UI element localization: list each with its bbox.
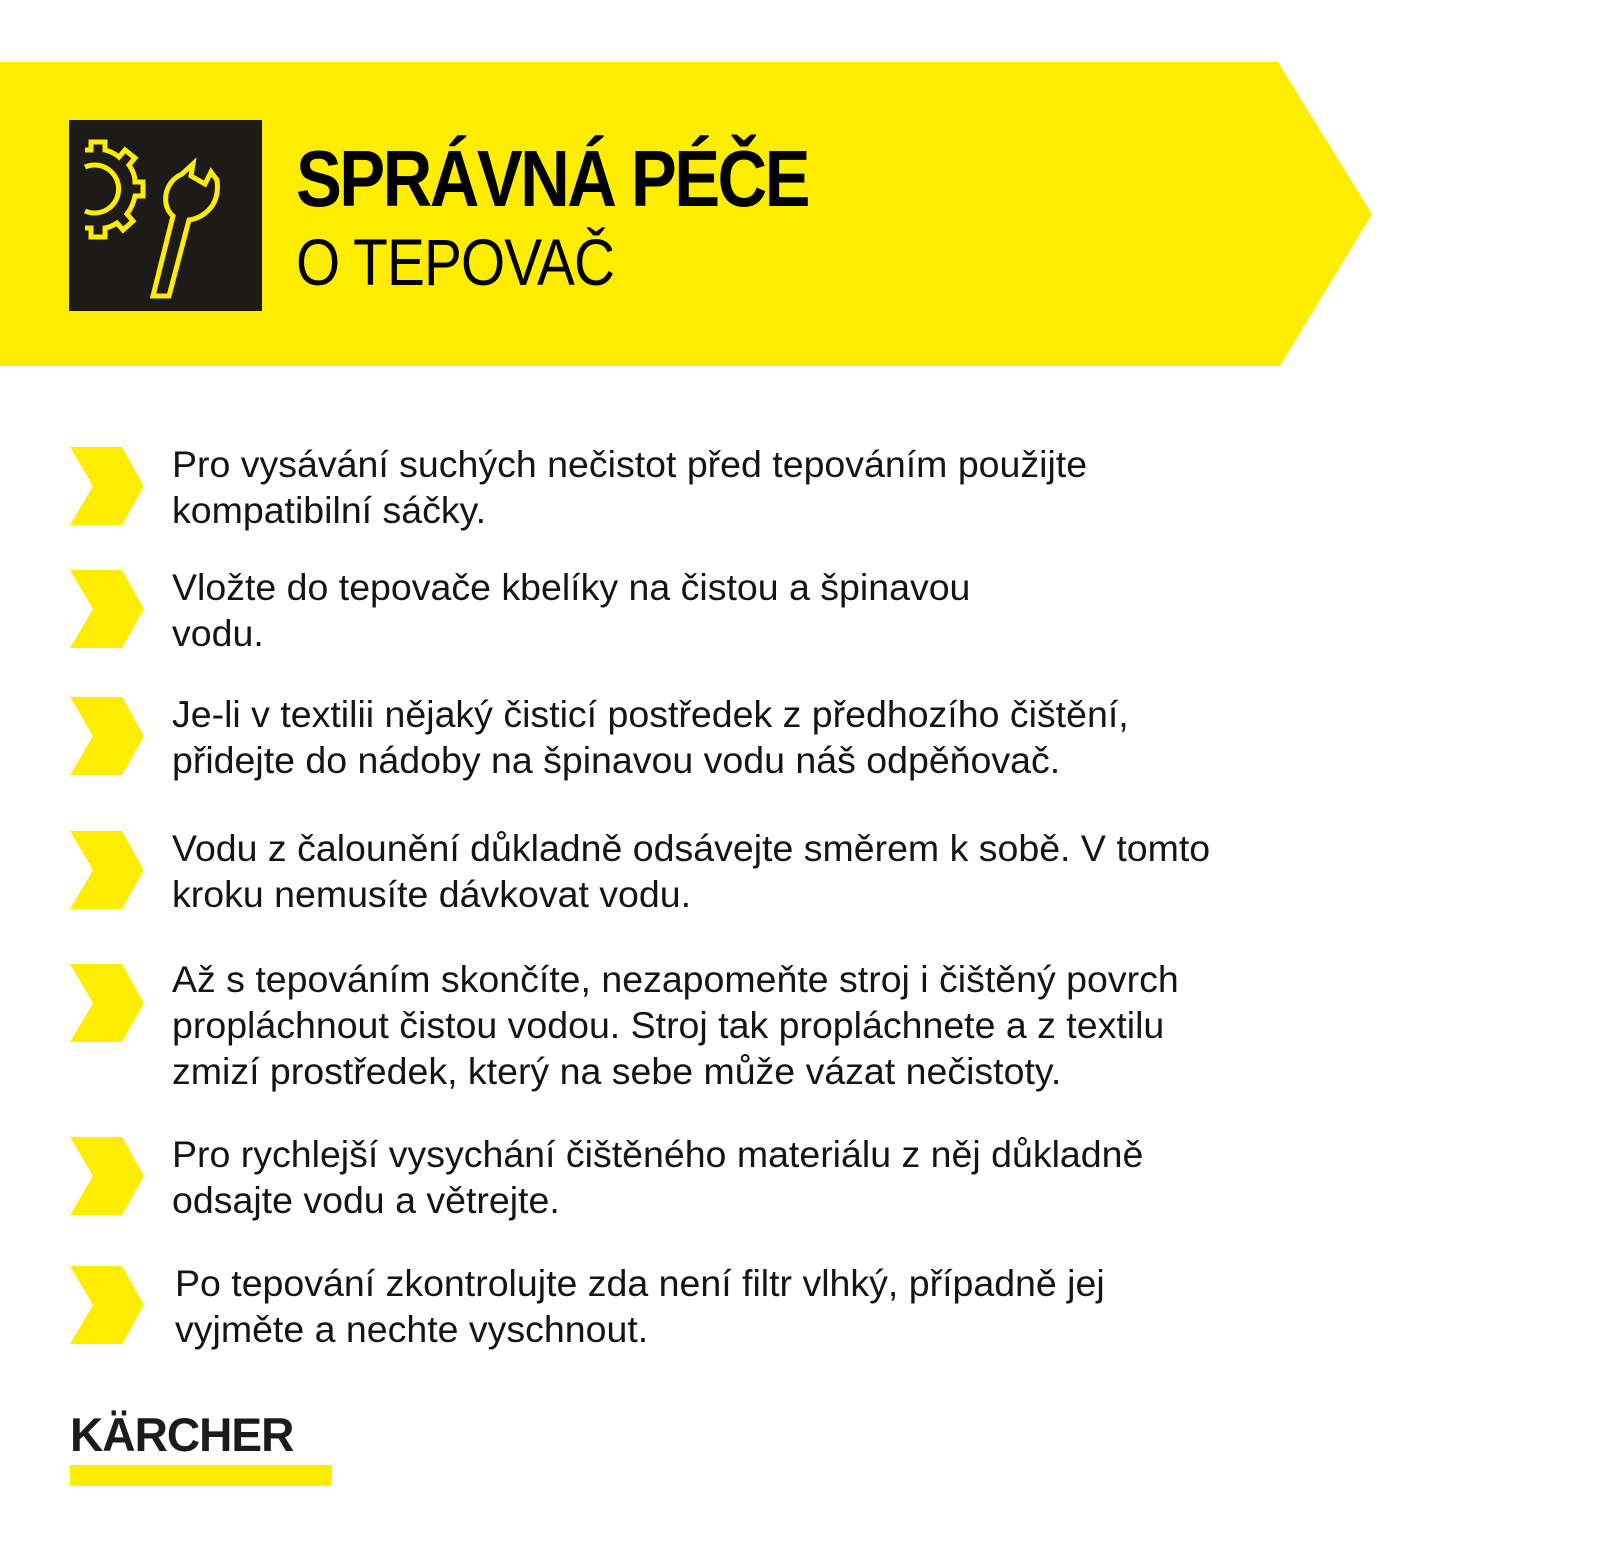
page-subtitle: O TEPOVAČ <box>296 225 615 299</box>
tip-line: zmizí prostředek, který na sebe může vázat nečistoty. <box>172 1050 1062 1092</box>
tip-text <box>172 691 1129 783</box>
tip-line: Po tepování zkontrolujte zda není filtr vlhký, případně jej <box>175 1262 1105 1304</box>
chevron-right-icon <box>70 964 144 1042</box>
tip-text <box>175 1260 1105 1352</box>
tip-line: kompatibilní sáčky. <box>172 489 487 531</box>
chevron-right-icon <box>70 697 144 775</box>
chevron-right-icon <box>70 447 144 525</box>
tip-line: odsajte vodu a větrejte. <box>172 1179 560 1221</box>
chevron-right-icon <box>70 1266 144 1344</box>
tip-line: Pro vysávání suchých nečistot před tepováním použijte <box>172 443 1088 485</box>
tip-line: Pro rychlejší vysychání čištěného materiálu z něj důkladně <box>172 1133 1144 1175</box>
tip-line: přidejte do nádoby na špinavou vodu náš odpěňovač. <box>172 739 1061 781</box>
tip-line: vyjměte a nechte vyschnout. <box>175 1308 649 1350</box>
page-title: SPRÁVNÁ PÉČE <box>296 134 808 223</box>
chevron-right-icon <box>70 1137 144 1215</box>
karcher-logo <box>70 1408 334 1461</box>
logo-underline-bar <box>70 1465 332 1486</box>
chevron-right-icon <box>70 570 144 648</box>
tip-line: Vodu z čalounění důkladně odsávejte směrem k sobě. V tomto <box>172 827 1211 869</box>
tip-text <box>172 956 1179 1094</box>
tip-line: kroku nemusíte dávkovat vodu. <box>172 873 692 915</box>
gear-and-wrench-icon <box>69 120 262 311</box>
tip-text <box>172 441 1087 533</box>
tip-line: Vložte do tepovače kbelíky na čistou a špinavou <box>172 566 971 608</box>
tip-line: Až s tepováním skončíte, nezapomeňte stroj i čištěný povrch <box>172 958 1179 1000</box>
tip-text <box>172 564 970 656</box>
tip-line: vodu. <box>172 612 264 654</box>
tip-line: propláchnout čistou vodou. Stroj tak propláchnete a z textilu <box>172 1004 1165 1046</box>
logo-wordmark: KÄRCHER <box>70 1408 294 1461</box>
tip-line: Je-li v textilii nějaký čisticí postředek z předhozího čištění, <box>172 693 1129 735</box>
chevron-right-icon <box>70 831 144 909</box>
tip-text <box>172 825 1210 917</box>
tip-text <box>172 1131 1143 1223</box>
